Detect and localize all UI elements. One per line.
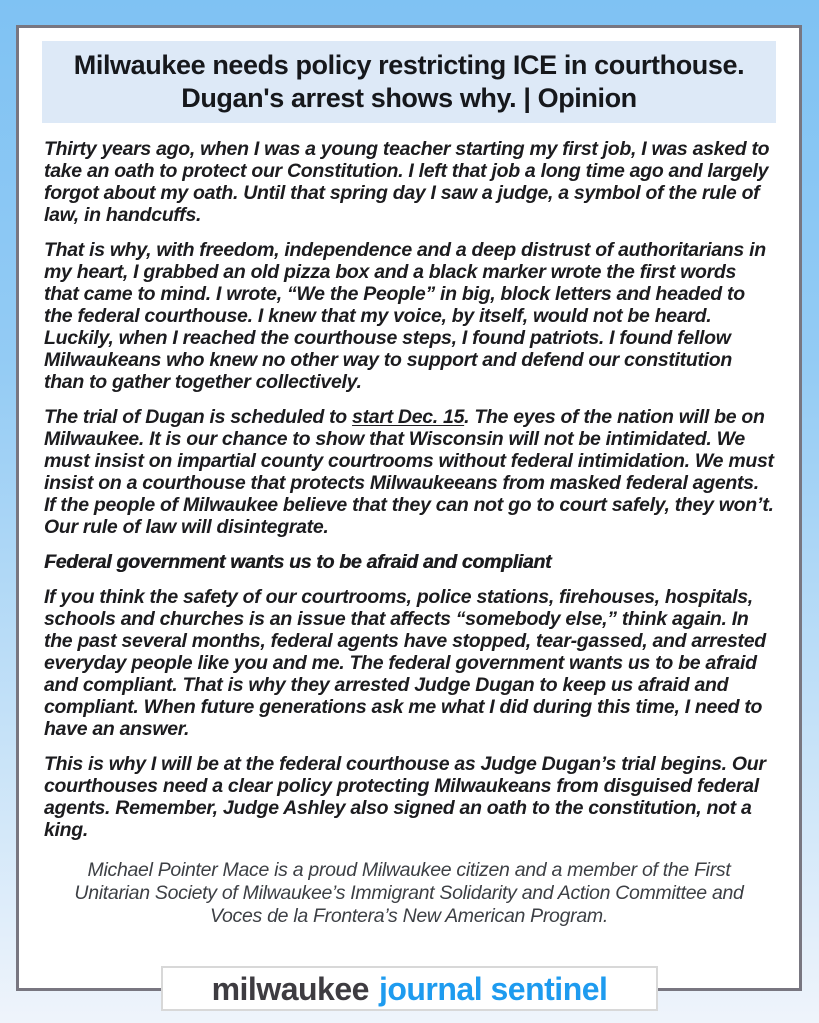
trial-date-link[interactable]: start Dec. 15	[352, 406, 465, 428]
headline-text: Milwaukee needs policy restricting ICE in courthouse. Dugan's arrest shows why. | Opinion	[73, 50, 745, 113]
paragraph-1: Thirty years ago, when I was a young teacher starting my first job, I was asked to take an oath to protect our Constitution. I left that job a long time ago and largely forgot about my oath. Until that spring day I saw a judge, a symbol of the rule of law, in handcuffs.	[44, 138, 770, 226]
paragraph-5: This is why I will be at the federal courthouse as Judge Dugan’s trial begins. Our courthouses need a clear policy protecting Milwaukeans from disguised federal agents. Remember, Judge Ashley also signed an oath to the constitution, not a king.	[44, 753, 766, 841]
article-card	[16, 25, 802, 991]
paragraph-3-end: . The eyes of the nation will be on Milwaukee. It is our chance to show that Wisconsin will not be intimidated. We must insist on impartial county courtrooms without federal intimidation. We must insist on a courthouse that protects Milwaukeeans from masked federal agents. If the people of Milwaukee believe that they can not go to court safely, they won’t. Our rule of law will disintegrate.	[44, 406, 774, 538]
paragraph-2: That is why, with freedom, independence and a deep distrust of authoritarians in my heart, I grabbed an old pizza box and a black marker wrote the first words that came to mind. I wrote, “We the People” in big, block letters and headed to the federal courthouse. I knew that my voice, by itself, would not be heard. Luckily, when I reached the courthouse steps, I found patriots. I found fellow Milwaukeans who knew no other way to support and defend our constitution than to gather together collectively.	[44, 239, 766, 393]
paragraph-3	[44, 406, 774, 538]
headline-banner	[42, 41, 776, 123]
journal-sentinel-logo	[161, 966, 658, 1011]
article-body	[44, 138, 774, 928]
section-subheading: Federal government wants us to be afraid and compliant	[44, 551, 552, 573]
paragraph-4: If you think the safety of our courtrooms, police stations, firehouses, hospitals, schools and churches is an issue that affects “somebody else,” think again. In the past several months, federal agents have stopped, tear-gassed, and arrested everyday people like you and me. The federal government wants us to be afraid and compliant. That is why they arrested Judge Dugan to keep us afraid and compliant. When future generations ask me what I did during this time, I need to have an answer.	[44, 586, 766, 740]
logo-text-milwaukee: milwaukee	[211, 970, 369, 1007]
paragraph-3-start: The trial of Dugan is scheduled to	[44, 406, 353, 428]
author-note: Michael Pointer Mace is a proud Milwaukee citizen and a member of the First Unitarian Society of Milwaukee’s Immigrant Solidarity and Action Committee and Voces de la Frontera’s New American Program.	[74, 859, 744, 927]
logo-text-journal-sentinel: journal sentinel	[378, 970, 608, 1007]
